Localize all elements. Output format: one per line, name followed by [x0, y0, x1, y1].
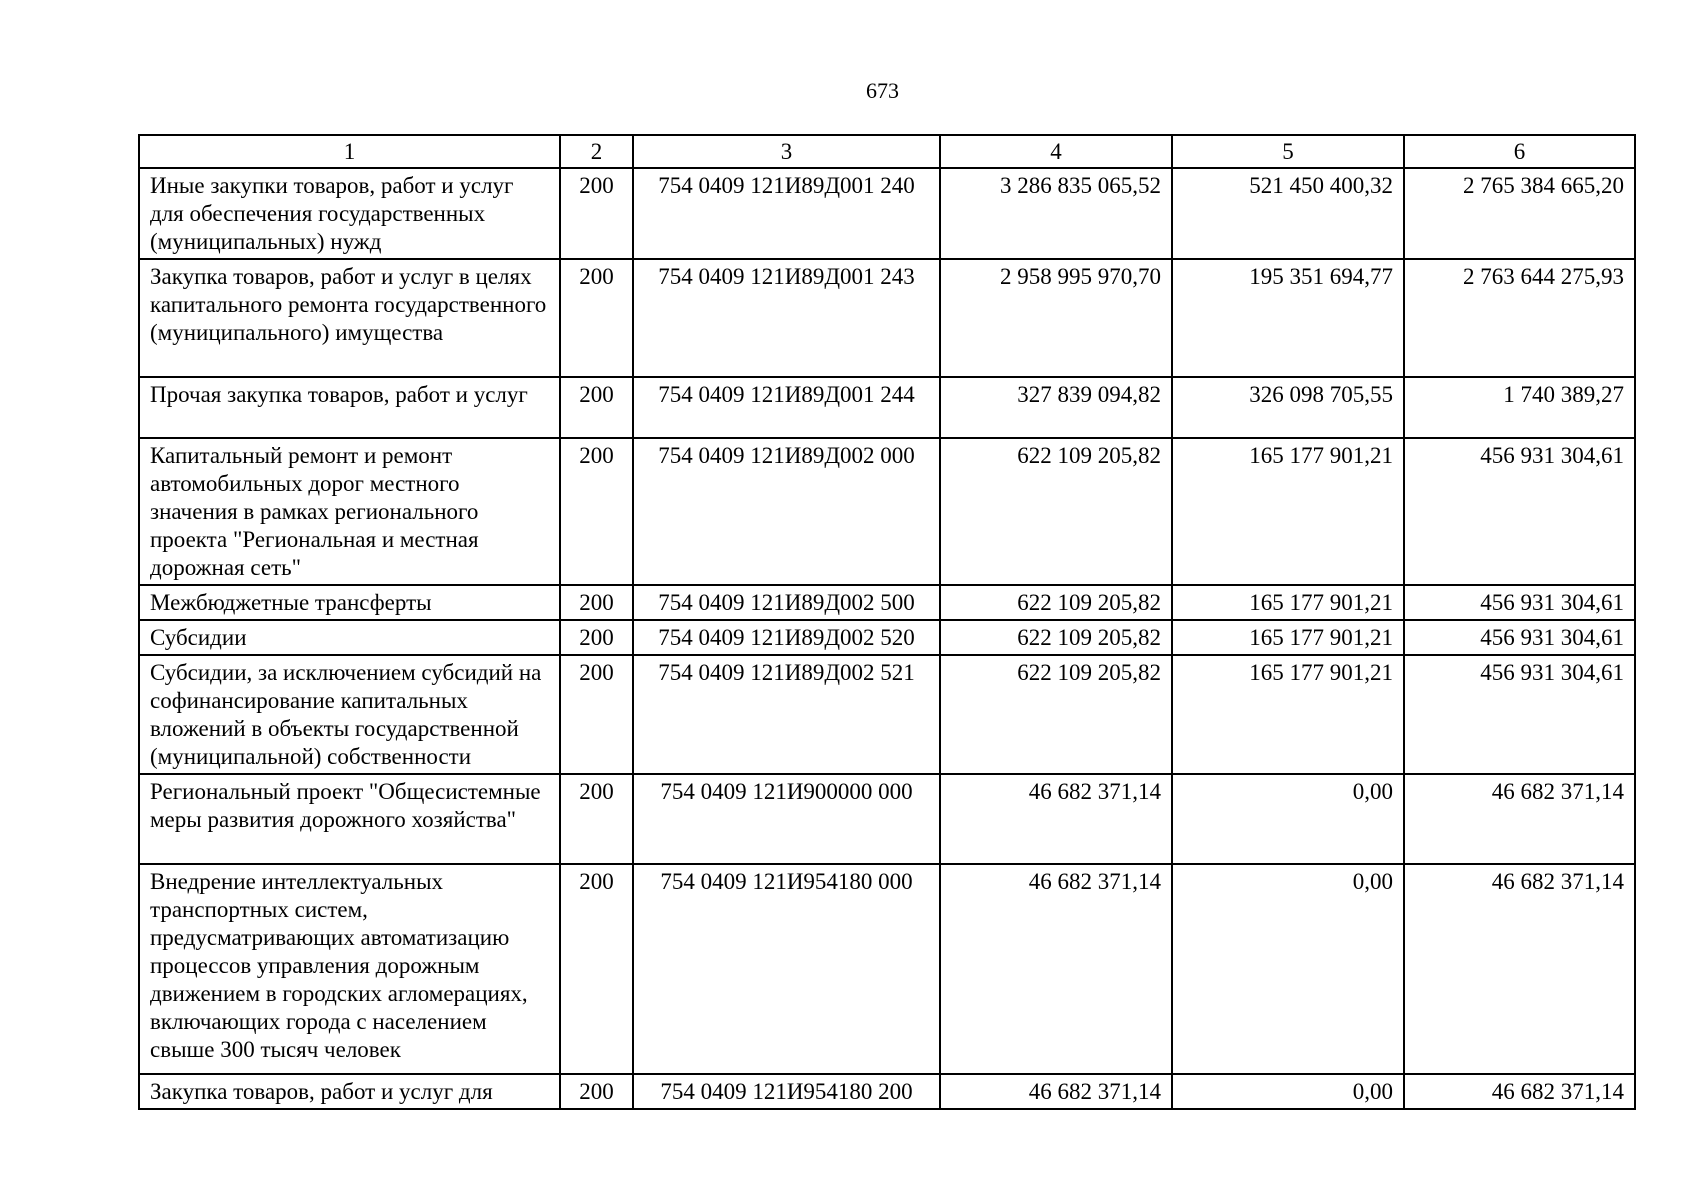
row-col5: 165 177 901,21 — [1172, 620, 1404, 655]
row-col5: 195 351 694,77 — [1172, 259, 1404, 377]
row-classification: 754 0409 121И954180 000 — [633, 864, 940, 1074]
row-name: Закупка товаров, работ и услуг в целях капитального ремонта государственного (муниципального) имущества — [139, 259, 560, 377]
row-col4: 622 109 205,82 — [940, 655, 1172, 774]
row-col4: 2 958 995 970,70 — [940, 259, 1172, 377]
row-name: Капитальный ремонт и ремонт автомобильных дорог местного значения в рамках регионального проекта "Региональная и местная дорожная сеть" — [139, 438, 560, 585]
column-header: 3 — [633, 135, 940, 168]
row-classification: 754 0409 121И89Д002 500 — [633, 585, 940, 620]
table-row — [139, 585, 1635, 620]
row-col6: 2 765 384 665,20 — [1404, 168, 1635, 259]
table-row — [139, 168, 1635, 259]
row-code: 200 — [560, 259, 633, 377]
column-header: 4 — [940, 135, 1172, 168]
row-col6: 456 931 304,61 — [1404, 585, 1635, 620]
row-classification: 754 0409 121И89Д001 243 — [633, 259, 940, 377]
table-row — [139, 774, 1635, 864]
page-number: 673 — [866, 78, 899, 103]
row-col4: 622 109 205,82 — [940, 585, 1172, 620]
row-code: 200 — [560, 438, 633, 585]
row-code: 200 — [560, 864, 633, 1074]
row-classification: 754 0409 121И89Д001 244 — [633, 377, 940, 438]
row-code: 200 — [560, 1074, 633, 1109]
row-col4: 46 682 371,14 — [940, 1074, 1172, 1109]
budget-table — [138, 134, 1636, 1110]
table-row — [139, 655, 1635, 774]
table-row — [139, 438, 1635, 585]
row-name: Прочая закупка товаров, работ и услуг — [139, 377, 560, 438]
row-classification: 754 0409 121И89Д002 521 — [633, 655, 940, 774]
column-header: 1 — [139, 135, 560, 168]
row-col5: 165 177 901,21 — [1172, 655, 1404, 774]
row-name: Субсидии, за исключением субсидий на софинансирование капитальных вложений в объекты государственной (муниципальной) собственности — [139, 655, 560, 774]
row-col5: 0,00 — [1172, 864, 1404, 1074]
row-col4: 3 286 835 065,52 — [940, 168, 1172, 259]
table-row — [139, 259, 1635, 377]
table-header-row — [139, 135, 1635, 168]
row-col4: 622 109 205,82 — [940, 438, 1172, 585]
row-col6: 456 931 304,61 — [1404, 620, 1635, 655]
row-name: Межбюджетные трансферты — [139, 585, 560, 620]
row-col5: 0,00 — [1172, 1074, 1404, 1109]
row-name: Внедрение интеллектуальных транспортных систем, предусматривающих автоматизацию процессов управления дорожным движением в городских агломерациях, включающих города с населением свыше 300 тысяч человек — [139, 864, 560, 1074]
row-col6: 46 682 371,14 — [1404, 774, 1635, 864]
row-classification: 754 0409 121И89Д002 520 — [633, 620, 940, 655]
table-row — [139, 1074, 1635, 1109]
row-classification: 754 0409 121И89Д002 000 — [633, 438, 940, 585]
row-code: 200 — [560, 620, 633, 655]
table-row — [139, 620, 1635, 655]
row-code: 200 — [560, 774, 633, 864]
row-col6: 456 931 304,61 — [1404, 655, 1635, 774]
row-classification: 754 0409 121И954180 200 — [633, 1074, 940, 1109]
table-row — [139, 377, 1635, 438]
column-header: 5 — [1172, 135, 1404, 168]
row-code: 200 — [560, 377, 633, 438]
column-header: 2 — [560, 135, 633, 168]
row-name: Иные закупки товаров, работ и услуг для обеспечения государственных (муниципальных) нужд — [139, 168, 560, 259]
row-col5: 165 177 901,21 — [1172, 438, 1404, 585]
row-col5: 0,00 — [1172, 774, 1404, 864]
row-col4: 46 682 371,14 — [940, 774, 1172, 864]
row-col4: 622 109 205,82 — [940, 620, 1172, 655]
row-code: 200 — [560, 655, 633, 774]
row-classification: 754 0409 121И900000 000 — [633, 774, 940, 864]
row-col6: 46 682 371,14 — [1404, 1074, 1635, 1109]
row-col4: 46 682 371,14 — [940, 864, 1172, 1074]
row-col6: 2 763 644 275,93 — [1404, 259, 1635, 377]
row-code: 200 — [560, 585, 633, 620]
row-name: Региональный проект "Общесистемные меры развития дорожного хозяйства" — [139, 774, 560, 864]
row-col6: 1 740 389,27 — [1404, 377, 1635, 438]
row-code: 200 — [560, 168, 633, 259]
row-col6: 456 931 304,61 — [1404, 438, 1635, 585]
column-header: 6 — [1404, 135, 1635, 168]
row-col6: 46 682 371,14 — [1404, 864, 1635, 1074]
row-name: Субсидии — [139, 620, 560, 655]
row-col4: 327 839 094,82 — [940, 377, 1172, 438]
row-col5: 521 450 400,32 — [1172, 168, 1404, 259]
row-col5: 326 098 705,55 — [1172, 377, 1404, 438]
row-col5: 165 177 901,21 — [1172, 585, 1404, 620]
row-classification: 754 0409 121И89Д001 240 — [633, 168, 940, 259]
row-name: Закупка товаров, работ и услуг для — [139, 1074, 560, 1109]
table-row — [139, 864, 1635, 1074]
